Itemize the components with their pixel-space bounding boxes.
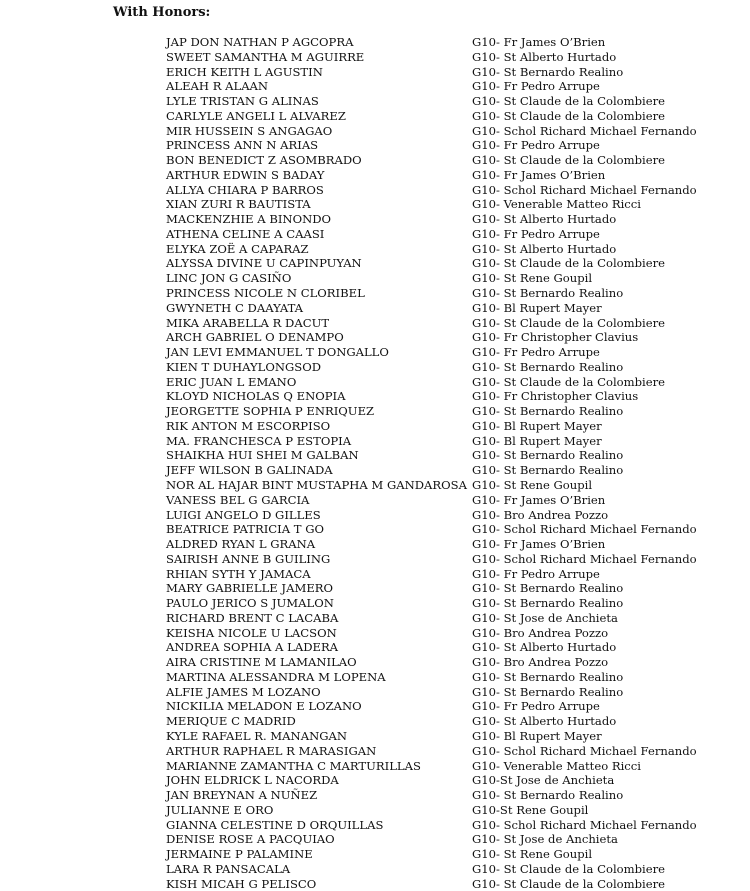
student-section: G10- Fr Pedro Arrupe: [472, 566, 600, 581]
student-name: PAULO JERICO S JUMALON: [166, 596, 334, 611]
list-item: [0, 375, 750, 390]
student-section: G10- St Bernardo Realino: [472, 404, 624, 419]
student-name: JAN BREYNAN A NUÑEZ: [166, 788, 318, 803]
student-section: G10- Fr Pedro Arrupe: [472, 138, 600, 153]
student-section: G10- St Jose de Anchieta: [472, 610, 618, 625]
list-item: [0, 65, 750, 80]
student-name: MARTINA ALESSANDRA M LOPENA: [166, 669, 386, 684]
student-name: GIANNA CELESTINE D ORQUILLAS: [166, 817, 384, 832]
list-item: [0, 552, 750, 567]
student-name: BEATRICE PATRICIA T GO: [166, 522, 324, 537]
list-item: [0, 626, 750, 641]
student-name: MERIQUE C MADRID: [166, 714, 296, 729]
student-section: G10- Bro Andrea Pozzo: [472, 655, 609, 670]
student-section: G10- Fr James O’Brien: [472, 492, 606, 507]
student-name: MIR HUSSEIN S ANGAGAO: [166, 123, 333, 138]
list-item: [0, 330, 750, 345]
page-heading: With Honors:: [113, 5, 211, 20]
student-section: G10- Venerable Matteo Ricci: [472, 197, 642, 212]
student-name: GWYNETH C DAAYATA: [166, 300, 304, 315]
student-name: AIRA CRISTINE M LAMANILAO: [166, 655, 357, 670]
list-item: [0, 94, 750, 109]
student-section: G10- St Alberto Hurtado: [472, 640, 617, 655]
student-section: G10- St Claude de la Colombiere: [472, 876, 666, 891]
student-section: G10- St Alberto Hurtado: [472, 714, 617, 729]
student-section: G10- St Rene Goupil: [472, 847, 593, 862]
list-item: [0, 788, 750, 803]
student-section: G10- Schol Richard Michael Fernando: [472, 522, 697, 537]
student-section: G10- Bro Andrea Pozzo: [472, 507, 609, 522]
list-item: [0, 508, 750, 523]
student-name: KISH MICAH G PELISCO: [166, 876, 317, 891]
honors-list: [0, 35, 750, 891]
student-name: XIAN ZURI R BAUTISTA: [166, 197, 311, 212]
student-name: JOHN ELDRICK L NACORDA: [166, 773, 339, 788]
student-section: G10- St Claude de la Colombiere: [472, 374, 666, 389]
student-name: LYLE TRISTAN G ALINAS: [166, 94, 319, 109]
student-section: G10- Schol Richard Michael Fernando: [472, 743, 697, 758]
student-section: G10- St Bernardo Realino: [472, 581, 624, 596]
list-item: [0, 360, 750, 375]
list-item: [0, 124, 750, 139]
student-name: NICKILIA MELADON E LOZANO: [166, 699, 362, 714]
list-item: [0, 448, 750, 463]
student-section: G10- Bl Rupert Mayer: [472, 728, 602, 743]
student-name: JAN LEVI EMMANUEL T DONGALLO: [166, 345, 389, 360]
student-section: G10- Schol Richard Michael Fernando: [472, 182, 697, 197]
list-item: [0, 434, 750, 449]
student-name: SAIRISH ANNE B GUILING: [166, 551, 331, 566]
student-name: RIK ANTON M ESCORPISO: [166, 418, 331, 433]
student-section: G10- Fr Pedro Arrupe: [472, 699, 600, 714]
student-name: SWEET SAMANTHA M AGUIRRE: [166, 49, 365, 64]
student-section: G10-St Rene Goupil: [472, 802, 589, 817]
list-item: [0, 596, 750, 611]
list-item: [0, 153, 750, 168]
student-name: ARTHUR EDWIN S BADAY: [166, 167, 325, 182]
student-name: JERMAINE P PALAMINE: [166, 847, 313, 862]
list-item: [0, 862, 750, 877]
student-section: G10- Bl Rupert Mayer: [472, 300, 602, 315]
student-name: MA. FRANCHESCA P ESTOPIA: [166, 433, 352, 448]
student-section: G10- St Alberto Hurtado: [472, 49, 617, 64]
list-item: [0, 655, 750, 670]
student-name: ALDRED RYAN L GRANA: [166, 537, 316, 552]
student-name: LARA R PANSACALA: [166, 861, 291, 876]
student-name: ALEAH R ALAAN: [166, 79, 269, 94]
student-section: G10- Fr James O’Brien: [472, 537, 606, 552]
student-name: CARLYLE ANGELI L ALVAREZ: [166, 108, 346, 123]
student-name: ARCH GABRIEL O DENAMPO: [166, 330, 344, 345]
list-item: [0, 197, 750, 212]
student-name: DENISE ROSE A PACQUIAO: [166, 832, 335, 847]
student-section: G10- Fr Pedro Arrupe: [472, 226, 600, 241]
student-name: MIKA ARABELLA R DACUT: [166, 315, 330, 330]
student-name: ARTHUR RAPHAEL R MARASIGAN: [166, 743, 377, 758]
student-name: PRINCESS NICOLE N CLORIBEL: [166, 286, 365, 301]
list-item: [0, 316, 750, 331]
list-item: [0, 301, 750, 316]
student-section: G10- Fr James O’Brien: [472, 35, 606, 49]
list-item: [0, 35, 750, 50]
student-name: RICHARD BRENT C LACABA: [166, 610, 339, 625]
list-item: [0, 168, 750, 183]
list-item: [0, 699, 750, 714]
list-item: [0, 611, 750, 626]
list-item: [0, 79, 750, 94]
student-name: JULIANNE E ORO: [166, 802, 274, 817]
student-section: G10- Venerable Matteo Ricci: [472, 758, 642, 773]
list-item: [0, 227, 750, 242]
student-section: G10- St Claude de la Colombiere: [472, 315, 666, 330]
list-item: [0, 640, 750, 655]
student-section: G10- St Bernardo Realino: [472, 596, 624, 611]
list-item: [0, 832, 750, 847]
student-section: G10- Fr Christopher Clavius: [472, 389, 639, 404]
list-item: [0, 183, 750, 198]
list-item: [0, 537, 750, 552]
list-item: [0, 463, 750, 478]
student-section: G10- Bro Andrea Pozzo: [472, 625, 609, 640]
list-item: [0, 729, 750, 744]
student-name: RHIAN SYTH Y JAMACA: [166, 566, 311, 581]
student-section: G10- Schol Richard Michael Fernando: [472, 817, 697, 832]
student-name: MARIANNE ZAMANTHA C MARTURILLAS: [166, 758, 421, 773]
list-item: [0, 50, 750, 65]
student-section: G10- St Bernardo Realino: [472, 463, 624, 478]
student-section: G10- St Jose de Anchieta: [472, 832, 618, 847]
list-item: [0, 818, 750, 833]
list-item: [0, 404, 750, 419]
student-name: ALYSSA DIVINE U CAPINPUYAN: [166, 256, 362, 271]
student-section: G10- St Alberto Hurtado: [472, 212, 617, 227]
student-name: KLOYD NICHOLAS Q ENOPIA: [166, 389, 346, 404]
list-item: [0, 685, 750, 700]
student-name: KEISHA NICOLE U LACSON: [166, 625, 337, 640]
student-section: G10- St Rene Goupil: [472, 477, 593, 492]
student-section: G10- St Rene Goupil: [472, 271, 593, 286]
list-item: [0, 109, 750, 124]
student-section: G10- St Bernardo Realino: [472, 684, 624, 699]
student-section: G10- St Bernardo Realino: [472, 64, 624, 79]
student-section: G10- St Claude de la Colombiere: [472, 153, 666, 168]
list-item: [0, 714, 750, 729]
student-section: G10- St Claude de la Colombiere: [472, 94, 666, 109]
student-section: G10- St Bernardo Realino: [472, 448, 624, 463]
list-item: [0, 212, 750, 227]
student-name: NOR AL HAJAR BINT MUSTAPHA M GANDAROSA: [166, 477, 467, 492]
student-section: G10- St Alberto Hurtado: [472, 241, 617, 256]
student-name: JEFF WILSON B GALINADA: [166, 463, 333, 478]
student-name: MACKENZHIE A BINONDO: [166, 212, 332, 227]
student-name: LUIGI ANGELO D GILLES: [166, 507, 321, 522]
student-section: G10- Schol Richard Michael Fernando: [472, 123, 697, 138]
list-item: [0, 759, 750, 774]
student-name: MARY GABRIELLE JAMERO: [166, 581, 334, 596]
student-section: G10- St Claude de la Colombiere: [472, 108, 666, 123]
list-item: [0, 522, 750, 537]
student-name: KIEN T DUHAYLONGSOD: [166, 359, 322, 374]
list-item: [0, 345, 750, 360]
student-section: G10- Fr Christopher Clavius: [472, 330, 639, 345]
student-section: G10- St Bernardo Realino: [472, 788, 624, 803]
student-section: G10- St Bernardo Realino: [472, 359, 624, 374]
list-item: [0, 478, 750, 493]
list-item: [0, 670, 750, 685]
student-name: ERIC JUAN L EMANO: [166, 374, 297, 389]
student-name: ANDREA SOPHIA A LADERA: [166, 640, 339, 655]
list-item: [0, 389, 750, 404]
student-name: BON BENEDICT Z ASOMBRADO: [166, 153, 362, 168]
list-item: [0, 581, 750, 596]
student-section: G10- Fr Pedro Arrupe: [472, 345, 600, 360]
list-item: [0, 242, 750, 257]
student-name: PRINCESS ANN N ARIAS: [166, 138, 319, 153]
student-name: JAP DON NATHAN P AGCOPRA: [166, 35, 354, 49]
student-section: G10- St Bernardo Realino: [472, 669, 624, 684]
student-section: G10- Bl Rupert Mayer: [472, 418, 602, 433]
list-item: [0, 847, 750, 862]
student-section: G10- Bl Rupert Mayer: [472, 433, 602, 448]
student-section: G10- Fr James O’Brien: [472, 167, 606, 182]
student-name: ALLYA CHIARA P BARROS: [166, 182, 324, 197]
student-name: ATHENA CELINE A CAASI: [166, 226, 325, 241]
list-item: [0, 567, 750, 582]
student-name: ELYKA ZOË A CAPARAZ: [166, 241, 309, 256]
student-section: G10- Schol Richard Michael Fernando: [472, 551, 697, 566]
list-item: [0, 744, 750, 759]
student-name: KYLE RAFAEL R. MANANGAN: [166, 728, 347, 743]
list-item: [0, 877, 750, 891]
list-item: [0, 256, 750, 271]
list-item: [0, 271, 750, 286]
student-section: G10- St Bernardo Realino: [472, 286, 624, 301]
list-item: [0, 419, 750, 434]
student-section: G10- St Claude de la Colombiere: [472, 861, 666, 876]
student-name: ERICH KEITH L AGUSTIN: [166, 64, 323, 79]
student-name: SHAIKHA HUI SHEI M GALBAN: [166, 448, 359, 463]
list-item: [0, 138, 750, 153]
list-item: [0, 803, 750, 818]
student-section: G10- Fr Pedro Arrupe: [472, 79, 600, 94]
student-section: G10-St Jose de Anchieta: [472, 773, 615, 788]
student-name: LINC JON G CASIÑO: [166, 271, 292, 286]
student-name: VANESS BEL G GARCIA: [166, 492, 310, 507]
list-item: [0, 286, 750, 301]
student-name: ALFIE JAMES M LOZANO: [166, 684, 321, 699]
list-item: [0, 773, 750, 788]
student-name: JEORGETTE SOPHIA P ENRIQUEZ: [166, 404, 375, 419]
list-item: [0, 493, 750, 508]
student-section: G10- St Claude de la Colombiere: [472, 256, 666, 271]
